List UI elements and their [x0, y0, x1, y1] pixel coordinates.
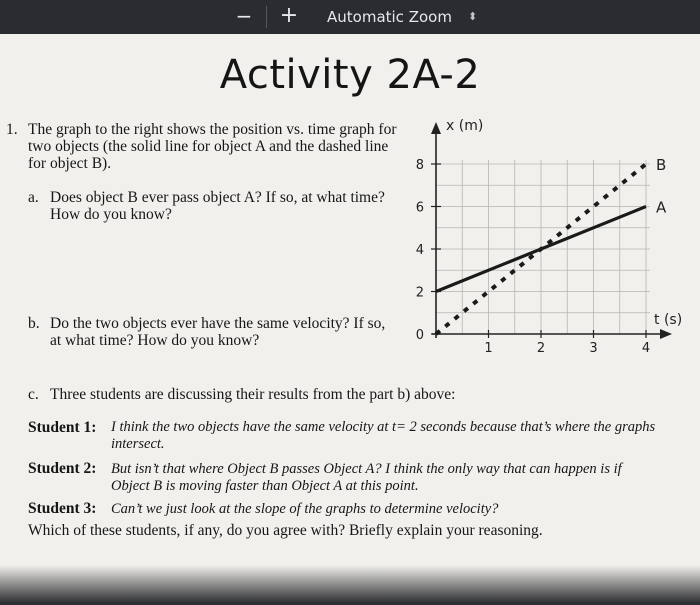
- student-1-label: Student 1:: [28, 419, 97, 436]
- part-b-label: b.: [28, 315, 40, 332]
- y-axis-label: x (m): [446, 118, 484, 134]
- zoom-select-label: Automatic Zoom: [327, 8, 452, 26]
- question-text-line: The graph to the right shows the position vs. time graph for: [28, 121, 397, 138]
- toolbar-separator: [266, 6, 267, 28]
- x-tick-label: 3: [589, 341, 598, 356]
- student-3-label: Student 3:: [28, 500, 97, 517]
- student-2-text: Object B is moving faster than Object A at this point.: [111, 478, 419, 494]
- student-1-text: I think the two objects have the same velocity at t= 2 seconds because that’s where the graphs: [111, 419, 656, 435]
- y-tick-label: 8: [415, 158, 424, 173]
- x-tick-label: 1: [484, 341, 493, 356]
- closing-question: Which of these students, if any, do you agree with? Briefly explain your reasoning.: [28, 522, 543, 539]
- part-c-label: c.: [28, 386, 39, 403]
- series-label-b: B: [656, 156, 667, 174]
- student-1-text: intersect.: [111, 436, 165, 452]
- page-title: Activity 2A-2: [219, 52, 481, 98]
- y-tick-label: 2: [415, 285, 424, 301]
- pdf-viewer-toolbar: [0, 0, 700, 34]
- y-tick-label: 0: [415, 328, 424, 343]
- x-tick-label: 4: [641, 341, 651, 356]
- question-text-line: two objects (the solid line for object A and the dashed line: [28, 138, 389, 155]
- part-b-text: Do the two objects ever have the same velocity? If so,: [50, 315, 386, 332]
- part-a-label: a.: [28, 189, 39, 206]
- student-2-text: But isn’t that where Object B passes Object A? I think the only way that can happen is if: [111, 461, 622, 477]
- chevron-updown-icon: ⬍: [468, 10, 478, 23]
- student-2-label: Student 2:: [28, 460, 97, 477]
- zoom-select[interactable]: [320, 5, 490, 29]
- position-time-chart: [396, 116, 683, 356]
- chart-labels: [416, 118, 682, 356]
- chart-axes: [431, 122, 672, 339]
- y-axis-arrow: [431, 122, 441, 134]
- question-number: 1.: [6, 121, 18, 138]
- document-page: [0, 34, 700, 605]
- x-tick-label: 2: [536, 341, 546, 356]
- x-axis-arrow: [660, 329, 672, 339]
- y-tick-label: 6: [415, 200, 424, 216]
- part-c-text: Three students are discussing their results from the part b) above:: [50, 386, 456, 403]
- part-b-text: at what time? How do you know?: [50, 332, 260, 349]
- zoom-out-button[interactable]: −: [235, 4, 253, 28]
- part-a-text: How do you know?: [50, 206, 172, 223]
- part-a-text: Does object B ever pass object A? If so, at what time?: [50, 189, 385, 206]
- zoom-in-button[interactable]: +: [279, 3, 299, 28]
- x-axis-label: t (s): [654, 312, 683, 328]
- y-tick-label: 4: [415, 243, 424, 258]
- student-3-text: Can’t we just look at the slope of the graphs to determine velocity?: [111, 501, 499, 517]
- question-text-line: for object B).: [28, 155, 112, 172]
- series-label-a: A: [656, 198, 667, 217]
